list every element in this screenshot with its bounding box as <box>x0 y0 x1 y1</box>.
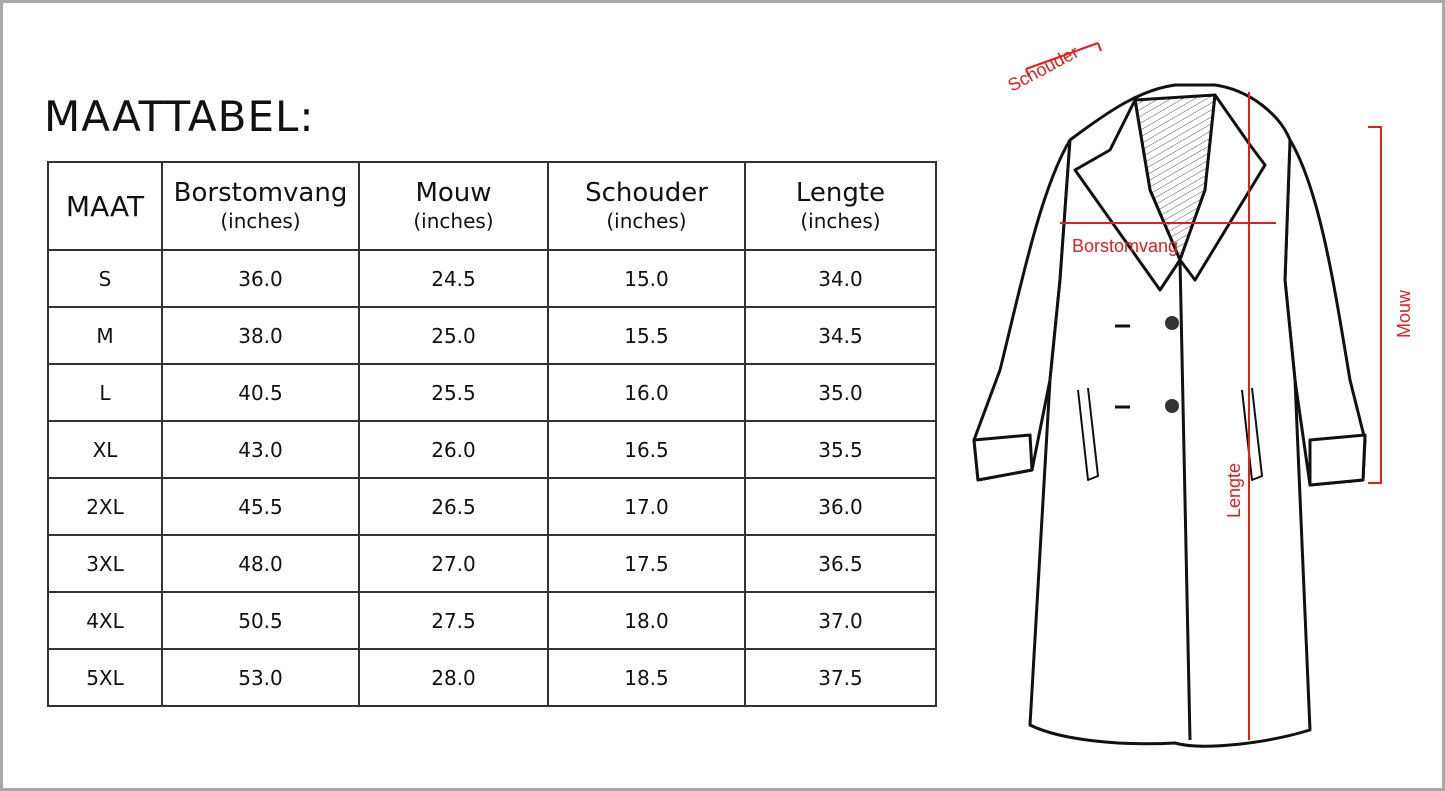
shoulder-cell: 15.5 <box>548 307 745 364</box>
length-cell: 37.0 <box>745 592 936 649</box>
table-row <box>48 421 936 478</box>
chest-cell: 50.5 <box>162 592 359 649</box>
table-row <box>48 649 936 706</box>
sleeve-cell: 25.0 <box>359 307 548 364</box>
chest-cell: 38.0 <box>162 307 359 364</box>
table-header-row <box>48 162 936 250</box>
length-cell: 36.5 <box>745 535 936 592</box>
length-cell: 34.0 <box>745 250 936 307</box>
size-cell: 2XL <box>48 478 162 535</box>
shoulder-label: Schouder <box>1004 41 1082 96</box>
length-cell: 36.0 <box>745 478 936 535</box>
table-row <box>48 250 936 307</box>
shoulder-cell: 16.5 <box>548 421 745 478</box>
sleeve-label: Mouw <box>1394 289 1414 338</box>
size-cell: L <box>48 364 162 421</box>
shoulder-cell: 17.5 <box>548 535 745 592</box>
sleeve-cell: 26.0 <box>359 421 548 478</box>
chest-label: Borstomvang <box>1072 236 1179 256</box>
page-title: MAATTABEL: <box>44 92 315 141</box>
header-chest: Borstomvang (inches) <box>162 162 359 250</box>
sleeve-cell: 27.0 <box>359 535 548 592</box>
table-row <box>48 592 936 649</box>
header-shoulder: Schouder (inches) <box>548 162 745 250</box>
coat-outline <box>974 85 1365 746</box>
header-length: Lengte (inches) <box>745 162 936 250</box>
table-row <box>48 478 936 535</box>
sleeve-cell: 26.5 <box>359 478 548 535</box>
chest-cell: 48.0 <box>162 535 359 592</box>
length-cell: 35.5 <box>745 421 936 478</box>
size-cell: M <box>48 307 162 364</box>
chest-cell: 45.5 <box>162 478 359 535</box>
length-cell: 37.5 <box>745 649 936 706</box>
shoulder-cell: 17.0 <box>548 478 745 535</box>
table-row <box>48 364 936 421</box>
shoulder-cell: 18.5 <box>548 649 745 706</box>
sleeve-cell: 25.5 <box>359 364 548 421</box>
chest-cell: 53.0 <box>162 649 359 706</box>
table-row <box>48 307 936 364</box>
chest-cell: 40.5 <box>162 364 359 421</box>
length-cell: 35.0 <box>745 364 936 421</box>
button-icon <box>1165 316 1179 330</box>
sleeve-cell: 27.5 <box>359 592 548 649</box>
shoulder-cell: 16.0 <box>548 364 745 421</box>
size-table <box>47 161 937 707</box>
size-cell: 4XL <box>48 592 162 649</box>
size-cell: 3XL <box>48 535 162 592</box>
shoulder-cell: 18.0 <box>548 592 745 649</box>
chest-cell: 43.0 <box>162 421 359 478</box>
button-icon <box>1165 399 1179 413</box>
size-cell: S <box>48 250 162 307</box>
sleeve-cell: 28.0 <box>359 649 548 706</box>
size-cell: XL <box>48 421 162 478</box>
length-cell: 34.5 <box>745 307 936 364</box>
coat-illustration <box>960 40 1430 780</box>
sleeve-cell: 24.5 <box>359 250 548 307</box>
header-sleeve: Mouw (inches) <box>359 162 548 250</box>
chest-cell: 36.0 <box>162 250 359 307</box>
table-row <box>48 535 936 592</box>
size-cell: 5XL <box>48 649 162 706</box>
length-label: Lengte <box>1224 462 1244 518</box>
shoulder-cell: 15.0 <box>548 250 745 307</box>
header-size: MAAT <box>48 162 162 250</box>
